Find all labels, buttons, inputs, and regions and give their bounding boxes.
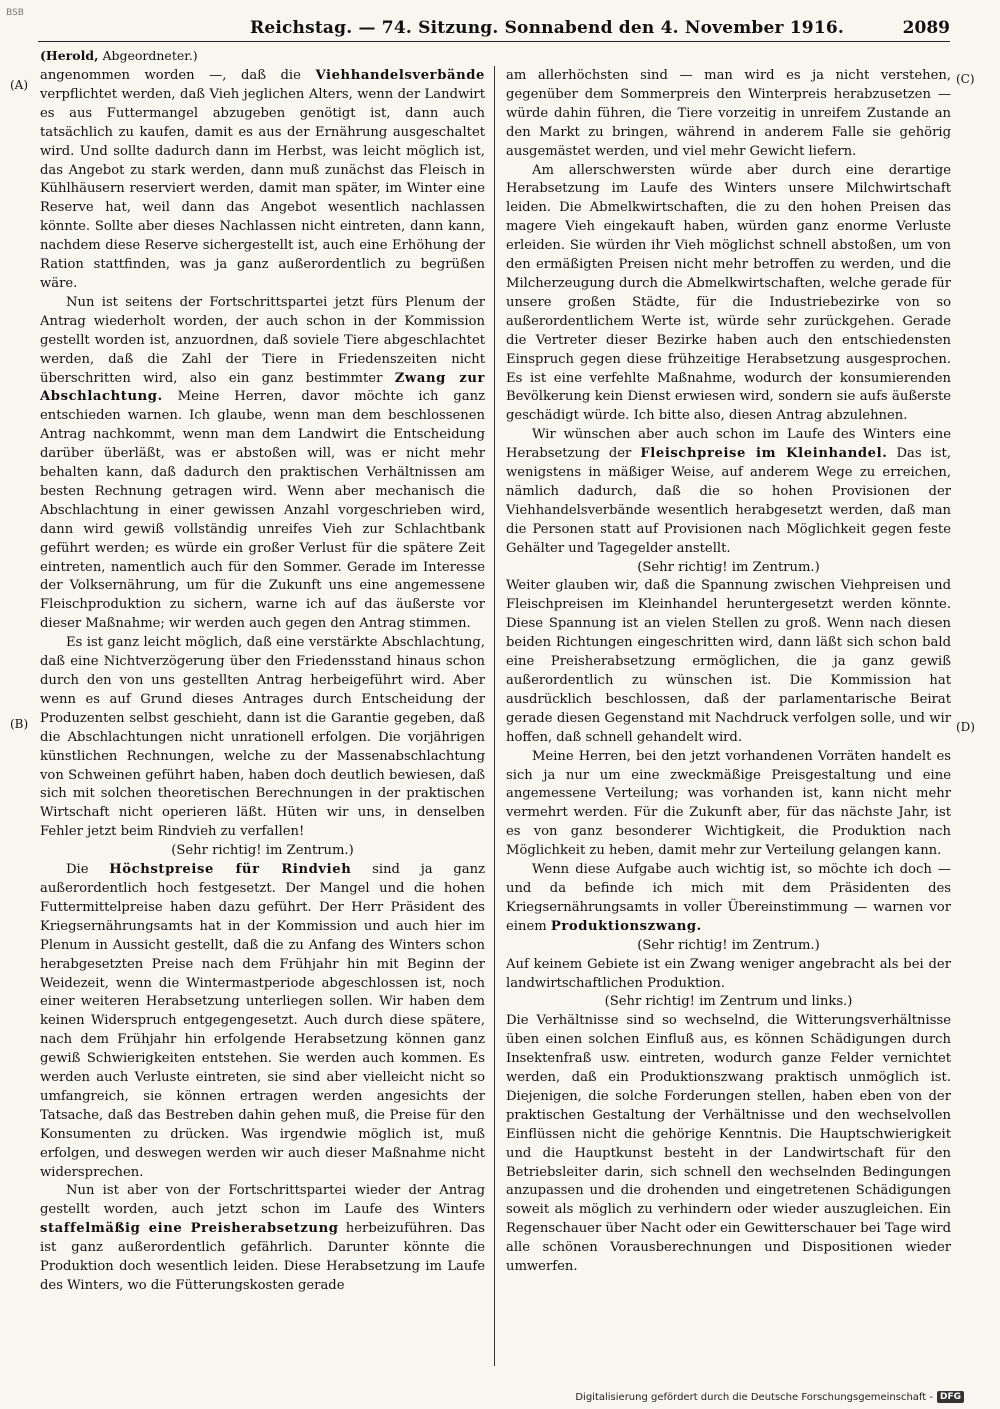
paragraph-text: verpflichtet werden, daß Vieh jeglichen Alters, wenn der Landwirt es aus Futtermangel abzugeben genötigt ist, dann auch tatsächlich zu kaufen, damit es aus der Ernährung ausgeschaltet wird. Und sollte dadurch dann im Herbst, was leicht möglich ist, das Angebot zu stark werden, dann muß zunächst das Fleisch in Kühlhäusern reserviert werden, damit man später, im Winter eine Reserve hat, weil dann das Angebot wesentlich nachlassen könnte. Sollte aber dieses Nachlassen nicht eintreten, dann kann, nachdem diese Reserve sichergestellt ist, auch eine Erhöhung der Ration stattfinden, was ja ganz außerordentlich zu begrüßen wäre. [40,86,485,291]
left-column [40,67,485,1365]
margin-marker-b: (B) [10,717,29,731]
paragraph-text: Meine Herren, bei den jetzt vorhandenen Vorräten handelt es sich ja nur um eine zweckmäßige Preisgestaltung und eine angemessene Verteilung; was vorhanden ist, kann nicht mehr vermehrt werden. Für die Zukunft aber, für das nächste Jahr, ist es von ganz besonderer Wichtigkeit, die Produktion nach Möglichkeit zu heben, damit mehr zur Verteilung gelangen kann. [506,748,951,859]
paragraph-text: Das ist, wenigstens in mäßiger Weise, auf anderem Wege zu erreichen, nämlich dadurch, daß die so hohen Provisionen der Viehhandelsverbände wesentlich herabgesetzt werden, daß man die Personen statt auf Provisionen nach Möglichkeit gegen feste Gehälter und Tagegelder anstellt. [506,446,951,556]
speaker-role: Abgeordneter.) [102,48,198,63]
interjection [506,993,951,1012]
speaker-line [40,48,198,63]
emphasis: Viehhandelsverbände [315,68,485,83]
paragraph [40,861,485,1182]
paragraph-text: Am allerschwersten würde aber durch eine derartige Herabsetzung im Laufe des Winters unsere Milchwirtschaft leiden. Die Abmelkwirtschaften, die zu den hohen Preisen das magere Vieh eingekauft haben, würden ganz enorme Verluste erleiden. Sie würden ihr Vieh möglichst schnell abstoßen, um von den ermäßigten Preisen nicht mehr betroffen zu werden, und die Milcherzeugung durch die Abmelkwirtschaften, welche gerade für unsere großen Städte, für die Industriebezirke von so außerordentlichem Werte ist, würde sehr zurückgehen. Gerade die Vertreter dieser Bezirke haben auch den entschiedensten Einspruch gegen diese frühzeitige Herabsetzung ausgesprochen. Es ist eine verfehlte Maßnahme, wodurch der konsumierenden Bevölkerung kein Dienst erwiesen wird, sondern sie aufs äußerste geschädigt würde. Ich bitte also, diesen Antrag abzulehnen. [506,162,951,424]
margin-marker-d: (D) [956,720,975,734]
paragraph-text: Die [66,862,110,878]
paragraph [506,426,951,558]
page-number: 2089 [902,18,950,38]
paragraph [506,861,951,937]
paragraph [40,67,485,294]
interjection [506,559,951,578]
paragraph-text: sind ja ganz außerordentlich hoch festgesetzt. Der Mangel und die hohen Futtermittelpreise haben dazu geführt. Der Herr Präsident des Kriegsernährungsamts hat in der Kommission und auch hier im Plenum in Aussicht gestellt, daß die zu Anfang des Winters schon herabgesetzten Preise nach dem Frühjahr hin mit Beginn der Weidezeit, wenn die Wintermastperiode abgeschlossen ist, noch einer weiteren Herabsetzung unterliegen sollen. Wir haben dem keinen Widerspruch entgegengesetzt. Auch durch diese spätere, nach dem Frühjahr hin erfolgende Herabsetzung können ganz gewiß Schwierigkeiten entstehen. Sie werden auch kommen. Es werden auch Verluste eintreten, sie sind aber vielleicht nicht so umfangreich, sie können ertragen werden angesichts der Tatsache, daß das Bestreben dahin gehen muß, die Preise für den Konsumenten zu drücken. Was irgendwie möglich ist, muß erfolgen, und deswegen werden wir auch dieser Maßnahme nicht widersprechen. [40,862,485,1180]
paragraph-text: Auf keinem Gebiete ist ein Zwang weniger angebracht als bei der landwirtschaftlichen Produktion. [506,956,951,991]
running-title: Reichstag. — 74. Sitzung. Sonnabend den 4. November 1916. [250,18,845,38]
paragraph-text: Meine Herren, davor möchte ich ganz entschieden warnen. Ich glaube, wenn man dem beschlossenen Antrag nachkommt, wenn man dem Landwirt die Entscheidung darüber überläßt, was er abstoßen will, was er nicht mehr behalten kann, daß dadurch den praktischen Verhältnissen am besten Rechnung getragen wird. Wenn aber mechanisch die Abschlachtung in einer gewissen Anzahl vorgeschrieben wird, dann wird gewiß vollständig unreifes Vieh zur Schlachtbank geführt werden; es würde ein großer Verlust für die spätere Zeit eintreten, namentlich auch für den Sommer. Gerade im Interesse der Volksernährung, um für die Zukunft uns eine angemessene Fleischproduktion zu sichern, warne ich auf das äußerste vor dieser Maßnahme; wir werden auch gegen den Antrag stimmen. [40,389,485,632]
emphasis: staffelmäßig eine Preisherabsetzung [40,1221,339,1237]
margin-marker-c: (C) [956,72,975,86]
paragraph [506,1012,951,1277]
paragraph-text: Weiter glauben wir, daß die Spannung zwischen Viehpreisen und Fleischpreisen im Kleinhandel heruntergesetzt werden könnte. Diese Spannung ist an vielen Stellen zu groß. Wenn nach diesen beiden Richtungen eingeschritten wird, dann läßt sich schon bald eine Preisherabsetzung ermöglichen, die ja ganz gewiß außerordentlich zu wünschen ist. Die Kommission hat ausdrücklich beschlossen, daß der parlamentarische Beirat gerade diesen Gegenstand mit Nachdruck verfolgen solle, und wir hoffen, daß schnell gehandelt wird. [506,578,951,745]
paragraph [506,577,951,747]
footer [575,1391,964,1403]
paragraph-text: Nun ist aber von der Fortschrittspartei wieder der Antrag gestellt worden, auch jetzt schon im Laufe des Winters [40,1183,485,1218]
emphasis: Höchstpreise für Rindvieh [109,862,352,878]
paragraph [40,294,485,634]
paragraph-text: Die Verhältnisse sind so wechselnd, die Witterungsverhältnisse üben einen solchen Einfluß aus, es können Schädigungen durch Insektenfraß usw. eintreten, wodurch ganze Felder vernichtet werden, daß ein Produktionszwang praktisch unmöglich ist. Diejenigen, die solche Forderungen stellen, haben eben von der praktischen Gestaltung der Verhältnisse und den wechselvollen Einflüssen nicht die gehörige Kenntnis. Die Hauptschwierigkeit und die Hauptkunst besteht in der Landwirtschaft für den Betriebsleiter darin, sich schnell den wechselnden Bedingungen anzupassen und die drohenden und eingetretenen Schädigungen soweit als möglich zu verhindern oder wieder auszugleichen. Ein Regenschauer über Nacht oder ein Gewitterschauer bei Tage wird alle schönen Vorausberechnungen und Dispositionen wieder umwerfen. [506,1013,951,1275]
paragraph [506,956,951,994]
header-rule [38,41,950,42]
interjection [506,937,951,956]
paragraph [506,67,951,162]
paragraph-text: (Sehr richtig! im Zentrum.) [637,559,820,575]
paragraph-text: am allerhöchsten sind — man wird es ja nicht verstehen, gegenüber dem Sommerpreis den Winterpreis herabzusetzen — würde dahin führen, die Tiere vorzeitig in unreifem Zustande an den Markt zu bringen, während in anderem Falle sie gehörig ausgemästet werden, und viel mehr Gewicht liefern. [506,68,951,159]
page-header [38,18,950,42]
paragraph [506,162,951,427]
column-divider [494,66,495,1366]
paragraph-text: herbeizuführen. Das ist ganz außerordentlich gefährlich. Darunter könnte die Produktion doch wesentlich leiden. Diese Herabsetzung im Laufe des Winters, wo die Fütterungskosten gerade [40,1221,485,1293]
speaker-name: (Herold, [40,48,99,63]
paragraph-text: Wenn diese Aufgabe auch wichtig ist, so möchte ich doch — und da befinde ich mich mit dem Präsidenten des Kriegsernährungsamts in voller Übereinstimmung — warnen vor einem [506,862,951,934]
interjection [40,842,485,861]
paragraph-text: (Sehr richtig! im Zentrum.) [171,843,354,859]
paragraph-text: Nun ist seitens der Fortschrittspartei jetzt fürs Plenum der Antrag wiederholt worden, der auch schon in der Kommission gestellt worden ist, anzuordnen, daß soviele Tiere abgeschlachtet werden, daß die Zahl der Tiere in Friedenszeiten nicht überschritten wird, also ein ganz bestimmter [40,294,485,386]
dfg-logo: DFG [937,1391,964,1403]
paragraph-text: (Sehr richtig! im Zentrum.) [637,937,820,953]
paragraph-text: angenommen worden —, daß die [40,68,316,83]
paragraph-text: (Sehr richtig! im Zentrum und links.) [604,994,853,1010]
library-stamp: BSB [6,8,24,18]
emphasis: Fleischpreise im Kleinhandel. [640,446,888,462]
paragraph-text: Es ist ganz leicht möglich, daß eine verstärkte Abschlachtung, daß eine Nichtverzögerung über den Friedensstand hinaus schon durch den von uns gestellten Antrag herbeigeführt wird. Aber wenn es auf Grund dieses Antrages durch Entscheidung der Produzenten selbst geschieht, dann ist die Garantie gegeben, daß die Abschlachtungen nicht unrationell erfolgen. Die vorjährigen künstlichen Rechnungen, welche zu der Massenabschlachtung von Schweinen geführt haben, haben doch deutlich bewiesen, daß sich mit solchen theoretischen Berechnungen in der praktischen Wirtschaft nicht operieren läßt. Hüten wir uns, in denselben Fehler jetzt beim Rindvieh zu verfallen! [40,635,485,840]
paragraph [506,748,951,861]
right-column [506,67,951,1365]
paragraph [40,634,485,842]
emphasis: Produktionszwang. [550,918,702,934]
footer-credit: Digitalisierung gefördert durch die Deutsche Forschungsgemeinschaft - [575,1391,933,1403]
margin-marker-a: (A) [10,78,29,92]
emphasis: Zwang zur Abschlachtung. [40,370,485,405]
paragraph-text: Wir wünschen aber auch schon im Laufe des Winters eine Herabsetzung der [506,427,951,462]
paragraph [40,1182,485,1295]
